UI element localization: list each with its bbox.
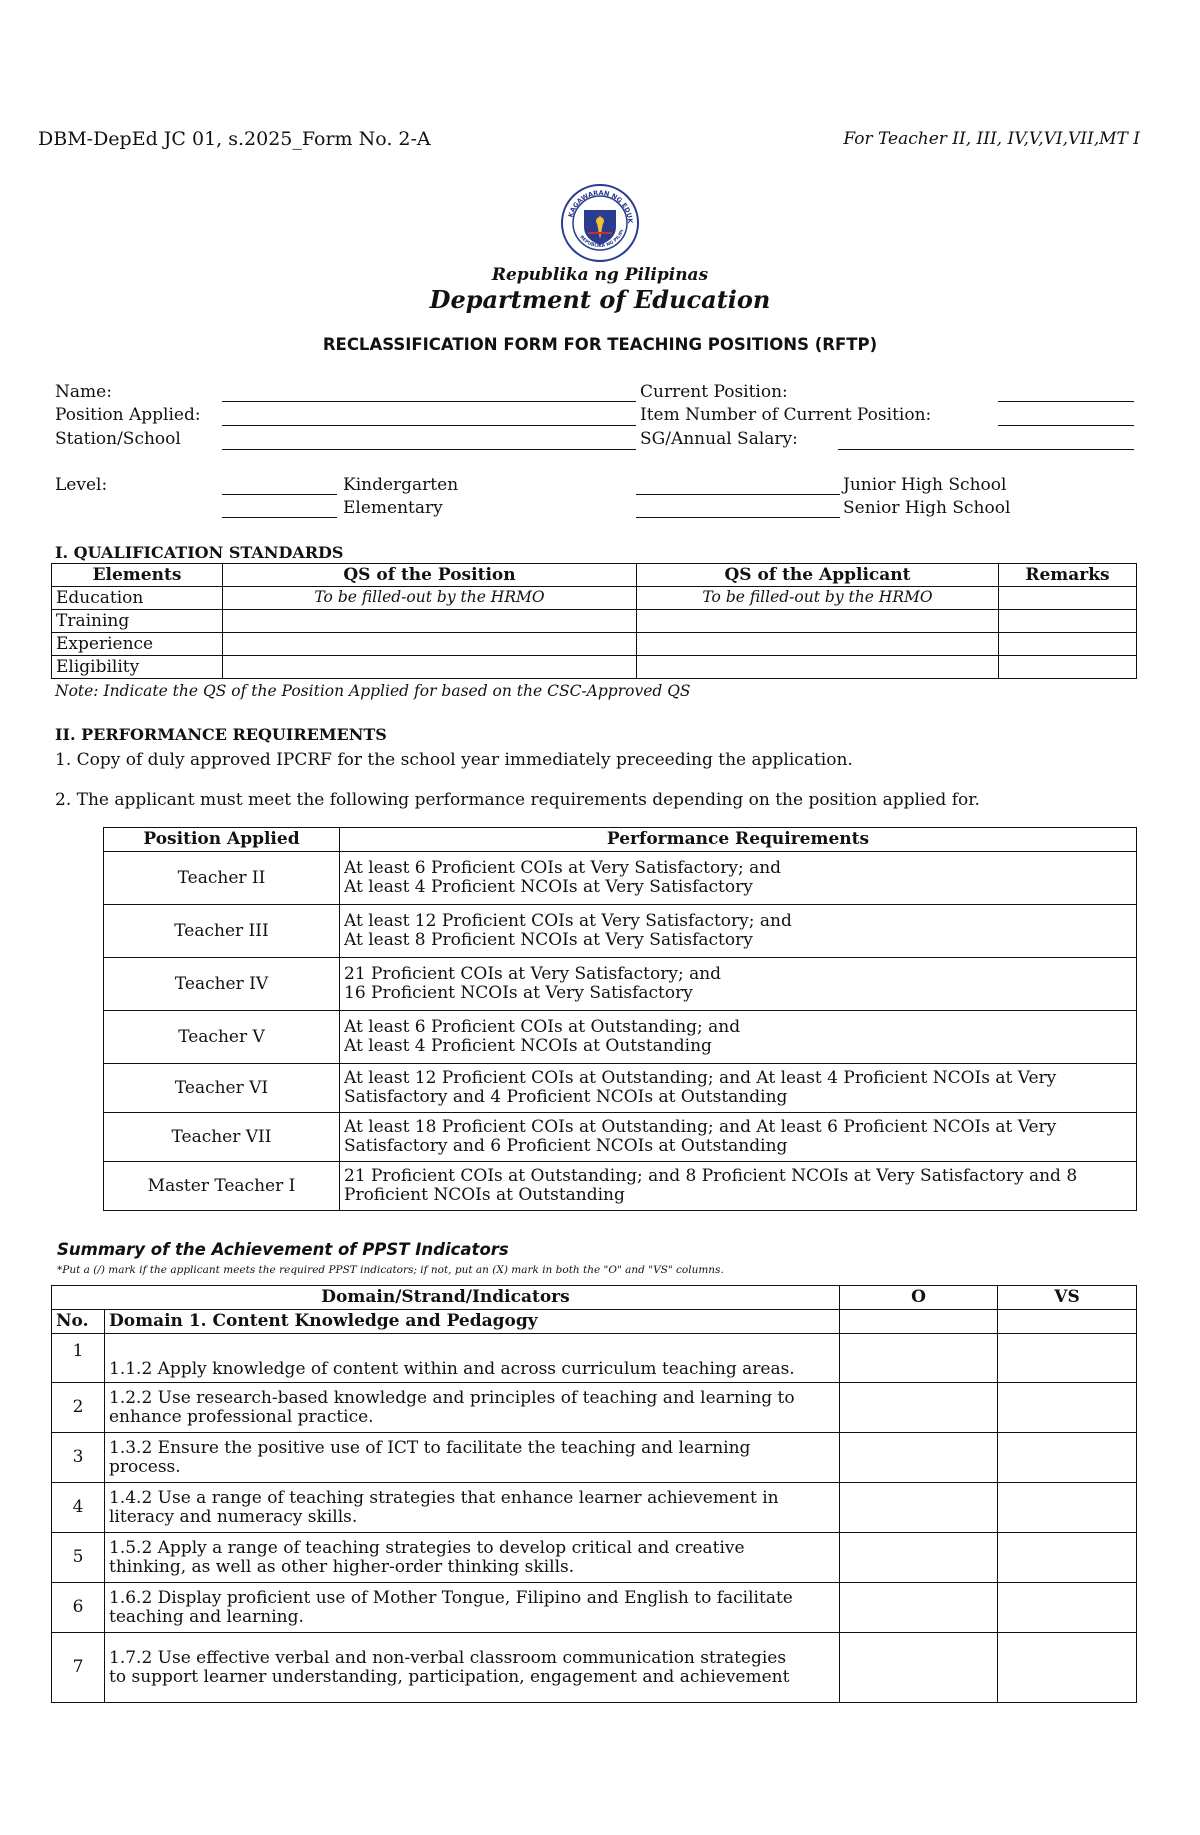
performance-item-2: 2. The applicant must meet the following performance requirements depending on the position applied for.	[55, 790, 980, 810]
ppst-o-cell[interactable]	[840, 1533, 998, 1583]
ppst-no: 3	[52, 1433, 105, 1483]
current-position-field[interactable]	[998, 401, 1134, 402]
ppst-no: 4	[52, 1483, 105, 1533]
ppst-row	[52, 1533, 1137, 1583]
ppst-indicator-line: 1.1.2 Apply knowledge of content within and across curriculum teaching areas.	[109, 1359, 795, 1380]
ppst-row	[52, 1633, 1137, 1703]
ppst-domain-1: Domain 1. Content Knowledge and Pedagogy	[105, 1310, 840, 1334]
elementary-label: Elementary	[343, 498, 443, 518]
performance-heading: II. PERFORMANCE REQUIREMENTS	[55, 725, 387, 744]
name-field[interactable]	[222, 401, 636, 402]
ppst-title: Summary of the Achievement of PPST Indicators	[57, 1240, 509, 1259]
ppst-indicator-line: 1.3.2 Ensure the positive use of ICT to facilitate the teaching and learning	[109, 1437, 751, 1458]
perf-req-line: At least 18 Proficient COIs at Outstanding; and At least 6 Proficient NCOIs at Very	[344, 1117, 1057, 1138]
ppst-o-cell[interactable]	[840, 1633, 998, 1703]
ppst-indicator-line: to support learner understanding, participation, engagement and achievement	[109, 1666, 790, 1687]
ppst-no: 7	[52, 1633, 105, 1703]
ppst-col-vs: VS	[998, 1286, 1137, 1310]
qs-remarks-cell[interactable]	[999, 587, 1137, 610]
perf-req-line: At least 8 Proficient NCOIs at Very Satisfactory	[344, 930, 753, 950]
department-title: Department of Education	[429, 285, 771, 314]
ppst-indicator-line: 1.2.2 Use research-based knowledge and principles of teaching and learning to	[109, 1387, 795, 1408]
qs-element: Education	[52, 587, 223, 610]
ppst-o-cell[interactable]	[840, 1483, 998, 1533]
senior-high-field[interactable]	[636, 517, 840, 518]
qs-position-cell[interactable]	[223, 610, 637, 633]
perf-position: Master Teacher I	[104, 1162, 340, 1211]
perf-req-line: At least 4 Proficient NCOIs at Outstanding	[344, 1036, 712, 1056]
station-label: Station/School	[55, 429, 181, 449]
ppst-o-cell[interactable]	[840, 1334, 998, 1383]
perf-position: Teacher II	[104, 852, 340, 905]
item-number-field[interactable]	[998, 425, 1134, 426]
applicable-positions: For Teacher II, III, IV,V,VI,VII,MT I	[843, 129, 1140, 149]
form-title: RECLASSIFICATION FORM FOR TEACHING POSITIONS (RFTP)	[322, 335, 878, 354]
qs-col-position: QS of the Position	[223, 564, 637, 587]
qs-element: Eligibility	[52, 656, 223, 679]
ppst-indicator-line: thinking, as well as other higher-order thinking skills.	[109, 1556, 575, 1577]
perf-req-line: At least 6 Proficient COIs at Outstanding; and	[344, 1017, 741, 1038]
ppst-vs-cell[interactable]	[998, 1310, 1137, 1334]
qs-row-experience	[52, 633, 1137, 656]
qs-heading: I. QUALIFICATION STANDARDS	[55, 543, 344, 562]
ppst-vs-cell[interactable]	[998, 1383, 1137, 1433]
ppst-o-cell[interactable]	[840, 1583, 998, 1633]
ppst-row	[52, 1433, 1137, 1483]
ppst-vs-cell[interactable]	[998, 1633, 1137, 1703]
qs-remarks-cell[interactable]	[999, 633, 1137, 656]
perf-req-line: 21 Proficient COIs at Outstanding; and 8 Proficient NCOIs at Very Satisfactory and 8	[344, 1166, 1078, 1187]
republic-title: Republika ng Pilipinas	[491, 265, 709, 285]
performance-table	[103, 827, 1137, 1211]
position-applied-field[interactable]	[222, 425, 636, 426]
ppst-row	[52, 1334, 1137, 1383]
form-code: DBM-DepEd JC 01, s.2025_Form No. 2-A	[38, 128, 431, 150]
salary-label: SG/Annual Salary:	[640, 429, 798, 449]
item-number-label: Item Number of Current Position:	[640, 405, 932, 425]
ppst-subtitle: *Put a (/) mark if the applicant meets the required PPST indicators; if not, put an (X) mark in both the "O" and "VS" columns.	[57, 1264, 724, 1276]
qs-position-cell[interactable]: To be filled-out by the HRMO	[223, 587, 637, 610]
ppst-indicator-line: process.	[109, 1456, 181, 1477]
performance-item-1: 1. Copy of duly approved IPCRF for the school year immediately preceeding the application.	[55, 750, 853, 770]
perf-req-line: Proficient NCOIs at Outstanding	[344, 1185, 625, 1205]
ppst-no: 2	[52, 1383, 105, 1433]
qs-remarks-cell[interactable]	[999, 610, 1137, 633]
level-label: Level:	[55, 475, 108, 495]
perf-position: Teacher III	[104, 905, 340, 958]
qs-col-remarks: Remarks	[999, 564, 1137, 587]
perf-position: Teacher VI	[104, 1064, 340, 1113]
senior-high-label: Senior High School	[843, 498, 1011, 518]
ppst-vs-cell[interactable]	[998, 1483, 1137, 1533]
qs-col-applicant: QS of the Applicant	[637, 564, 999, 587]
ppst-indicator-line: 1.5.2 Apply a range of teaching strategies to develop critical and creative	[109, 1537, 745, 1558]
perf-row	[104, 1064, 1137, 1113]
perf-row	[104, 1162, 1137, 1211]
junior-high-field[interactable]	[636, 494, 840, 495]
perf-req-line: Satisfactory and 6 Proficient NCOIs at Outstanding	[344, 1136, 788, 1156]
perf-position: Teacher IV	[104, 958, 340, 1011]
qs-row-eligibility	[52, 656, 1137, 679]
perf-row	[104, 1011, 1137, 1064]
qs-position-cell[interactable]	[223, 633, 637, 656]
perf-col-position: Position Applied	[104, 828, 340, 852]
ppst-indicator-line: 1.7.2 Use effective verbal and non-verbal classroom communication strategies	[109, 1647, 787, 1668]
perf-req-line: Satisfactory and 4 Proficient NCOIs at Outstanding	[344, 1087, 788, 1107]
ppst-indicator-line: enhance professional practice.	[109, 1406, 374, 1427]
perf-req-line: At least 12 Proficient COIs at Outstanding; and At least 4 Proficient NCOIs at Very	[344, 1068, 1057, 1089]
current-position-label: Current Position:	[640, 382, 788, 402]
qs-applicant-cell[interactable]	[637, 610, 999, 633]
qs-row-training	[52, 610, 1137, 633]
perf-col-requirements: Performance Requirements	[340, 828, 1137, 852]
ppst-o-cell[interactable]	[840, 1310, 998, 1334]
qs-element: Experience	[52, 633, 223, 656]
ppst-no: 1	[52, 1334, 105, 1383]
kindergarten-field[interactable]	[222, 494, 337, 495]
seal-top-text: KAGAWARAN NG EDUK	[566, 188, 635, 224]
ppst-row	[52, 1383, 1137, 1433]
ppst-col-o: O	[840, 1286, 998, 1310]
name-label: Name:	[55, 382, 112, 402]
qs-remarks-cell[interactable]	[999, 656, 1137, 679]
ppst-o-cell[interactable]	[840, 1383, 998, 1433]
ppst-vs-cell[interactable]	[998, 1533, 1137, 1583]
ppst-indicator-line: teaching and learning.	[109, 1606, 304, 1627]
qs-applicant-cell[interactable]	[637, 656, 999, 679]
perf-position: Teacher V	[104, 1011, 340, 1064]
ppst-no: 5	[52, 1533, 105, 1583]
perf-req-line: 16 Proficient NCOIs at Very Satisfactory	[344, 983, 693, 1003]
kindergarten-label: Kindergarten	[343, 475, 459, 495]
perf-row	[104, 1113, 1137, 1162]
perf-row	[104, 905, 1137, 958]
salary-field[interactable]	[838, 449, 1134, 450]
ppst-vs-cell[interactable]	[998, 1433, 1137, 1483]
ppst-row	[52, 1483, 1137, 1533]
ppst-no: 6	[52, 1583, 105, 1633]
position-applied-label: Position Applied:	[55, 405, 201, 425]
qs-applicant-cell[interactable]: To be filled-out by the HRMO	[637, 587, 999, 610]
perf-req-line: At least 6 Proficient COIs at Very Satisfactory; and	[344, 858, 782, 879]
ppst-row	[52, 1583, 1137, 1633]
perf-position: Teacher VII	[104, 1113, 340, 1162]
qs-applicant-cell[interactable]	[637, 633, 999, 656]
ppst-indicator-line: literacy and numeracy skills.	[109, 1506, 358, 1527]
perf-row	[104, 852, 1137, 905]
qs-note: Note: Indicate the QS of the Position Applied for based on the CSC-Approved QS	[55, 682, 691, 700]
ppst-indicator-line: 1.6.2 Display proficient use of Mother Tongue, Filipino and English to facilitate	[109, 1587, 793, 1608]
perf-req-line: 21 Proficient COIs at Very Satisfactory; and	[344, 964, 722, 985]
ppst-table	[51, 1285, 1137, 1703]
station-field[interactable]	[222, 449, 636, 450]
seal-bottom-text: REPUBLIKA NG PILIPI	[578, 229, 626, 250]
qs-table	[51, 563, 1137, 679]
ppst-vs-cell[interactable]	[998, 1334, 1137, 1383]
qs-position-cell[interactable]	[223, 656, 637, 679]
perf-req-line: At least 4 Proficient NCOIs at Very Satisfactory	[344, 877, 753, 897]
elementary-field[interactable]	[222, 517, 337, 518]
ppst-o-cell[interactable]	[840, 1433, 998, 1483]
qs-row-education	[52, 587, 1137, 610]
perf-req-line: At least 12 Proficient COIs at Very Satisfactory; and	[344, 911, 792, 932]
ppst-no-label: No.	[52, 1310, 105, 1334]
deped-seal-icon	[560, 183, 640, 263]
ppst-col-domain: Domain/Strand/Indicators	[52, 1286, 840, 1310]
ppst-vs-cell[interactable]	[998, 1583, 1137, 1633]
qs-col-elements: Elements	[52, 564, 223, 587]
perf-row	[104, 958, 1137, 1011]
junior-high-label: Junior High School	[843, 475, 1007, 495]
ppst-indicator-line: 1.4.2 Use a range of teaching strategies that enhance learner achievement in	[109, 1487, 779, 1508]
qs-element: Training	[52, 610, 223, 633]
